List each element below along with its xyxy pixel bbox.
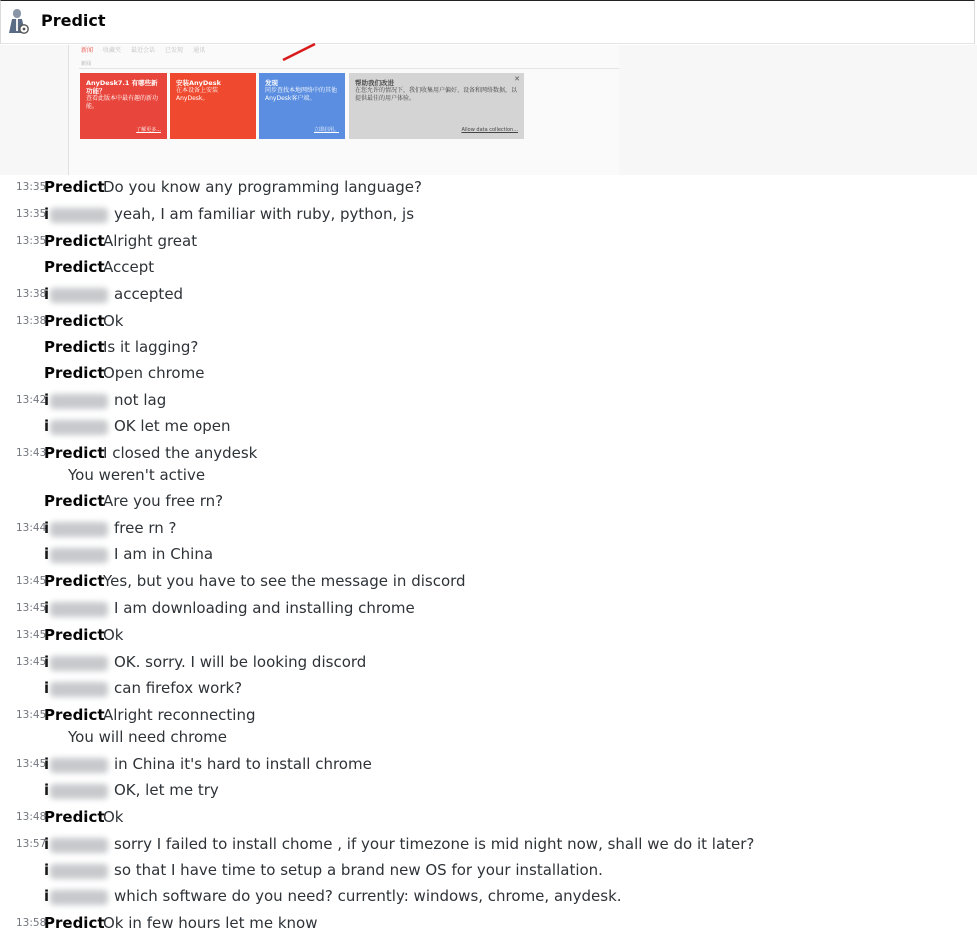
message-row[interactable] — [0, 650, 977, 674]
message-text: Ok — [103, 626, 124, 644]
message-row[interactable] — [0, 805, 977, 829]
message-text: not lag — [114, 391, 167, 409]
redacted-username — [50, 838, 108, 853]
message-timestamp: 13:35 — [16, 181, 47, 193]
message-row[interactable] — [0, 542, 977, 566]
message-timestamp: 13:57 — [16, 838, 47, 850]
message-author[interactable]: Predict — [44, 626, 105, 644]
message-row[interactable] — [0, 255, 977, 279]
divider — [79, 68, 619, 69]
message-text: Alright reconnecting — [103, 706, 256, 724]
chat-header — [0, 0, 975, 44]
message-author[interactable]: i — [44, 391, 50, 409]
embed-card-install: 安装AnyDesk 在本设备上安装AnyDesk。 — [170, 73, 256, 139]
redacted-username — [50, 288, 108, 303]
message-row[interactable] — [0, 516, 977, 540]
message-timestamp: 13:42 — [16, 394, 47, 406]
message-timestamp: 13:35 — [16, 208, 47, 220]
message-author[interactable]: Predict — [44, 338, 105, 356]
redacted-username — [50, 682, 108, 697]
message-author[interactable]: i — [44, 679, 50, 697]
message-row[interactable] — [0, 414, 977, 438]
message-text: which software do you need? currently: windows, chrome, anydesk. — [114, 887, 622, 905]
message-timestamp: 13:44 — [16, 522, 47, 534]
message-author[interactable]: Predict — [44, 312, 105, 330]
message-text: Ok in few hours let me know — [103, 914, 318, 932]
message-row[interactable] — [0, 623, 977, 647]
message-text: sorry I failed to install chome , if your timezone is mid night now, shall we do it later? — [114, 835, 755, 853]
message-row[interactable] — [0, 441, 977, 465]
message-row[interactable] — [0, 229, 977, 253]
embedded-screenshot[interactable] — [0, 45, 977, 175]
message-timestamp: 13:45 — [16, 575, 47, 587]
embed-section-label: 新闻 — [81, 61, 92, 67]
redacted-username — [50, 890, 108, 905]
message-author[interactable]: Predict — [44, 492, 105, 510]
message-text: You weren't active — [68, 466, 206, 484]
message-timestamp: 13:45 — [16, 602, 47, 614]
message-row[interactable] — [0, 832, 977, 856]
message-text: Are you free rn? — [103, 492, 224, 510]
message-author[interactable]: i — [44, 599, 50, 617]
redacted-username — [50, 208, 108, 223]
message-text: You will need chrome — [68, 728, 228, 746]
message-text: OK let me open — [114, 417, 231, 435]
message-timestamp: 13:45 — [16, 629, 47, 641]
message-timestamp: 13:45 — [16, 758, 47, 770]
message-author[interactable]: Predict — [44, 444, 105, 462]
message-text: Do you know any programming language? — [103, 178, 422, 196]
message-row[interactable] — [0, 752, 977, 776]
message-timestamp: 13:35 — [16, 235, 47, 247]
message-row[interactable] — [0, 309, 977, 333]
message-author[interactable]: i — [44, 781, 50, 799]
message-row[interactable] — [0, 282, 977, 306]
message-text: so that I have time to setup a brand new OS for your installation. — [114, 861, 603, 879]
redacted-username — [50, 394, 108, 409]
message-author[interactable]: i — [44, 417, 50, 435]
message-author[interactable]: i — [44, 755, 50, 773]
message-author[interactable]: i — [44, 835, 50, 853]
page-title: Predict — [41, 11, 106, 30]
embed-card-discover: 发现 同步查找本地网络中的其他AnyDesk客户端。 立即启用。 — [259, 73, 345, 139]
message-row[interactable] — [0, 335, 977, 359]
message-row[interactable] — [0, 676, 977, 700]
message-author[interactable]: Predict — [44, 914, 105, 932]
message-row[interactable] — [0, 858, 977, 882]
message-text: Alright great — [103, 232, 198, 250]
message-timestamp: 13:43 — [16, 447, 47, 459]
close-icon: ✕ — [514, 75, 520, 83]
message-author[interactable]: Predict — [44, 364, 105, 382]
message-author[interactable]: Predict — [44, 572, 105, 590]
message-text: OK. sorry. I will be looking discord — [114, 653, 367, 671]
message-text: I am downloading and installing chrome — [114, 599, 415, 617]
message-timestamp: 13:38 — [16, 288, 47, 300]
message-author[interactable]: Predict — [44, 258, 105, 276]
message-row[interactable] — [0, 911, 977, 935]
message-timestamp: 13:48 — [16, 811, 47, 823]
redacted-username — [50, 864, 108, 879]
message-text: accepted — [114, 285, 184, 303]
embed-tabs: 新闻 收藏夹 最近会话 已发现 通讯 — [81, 47, 206, 54]
redacted-username — [50, 656, 108, 671]
embed-card-help-improve: ✕ 帮助我们改进 在您允许的情况下，我们收集用户偏好、设备和网络数据，以提供最佳的用户体验。 Allow data collection... — [349, 73, 524, 139]
message-text: OK, let me try — [114, 781, 219, 799]
message-text: Ok — [103, 312, 124, 330]
message-text: can firefox work? — [114, 679, 243, 697]
message-author[interactable]: Predict — [44, 706, 105, 724]
red-arrow-annotation — [281, 43, 321, 63]
redacted-username — [50, 420, 108, 435]
message-timestamp: 13:58 — [16, 917, 47, 929]
avatar-icon[interactable] — [5, 7, 31, 35]
message-text: in China it's hard to install chrome — [114, 755, 372, 773]
redacted-username — [50, 548, 108, 563]
redacted-username — [50, 602, 108, 617]
message-row[interactable] — [0, 175, 977, 199]
message-text: Yes, but you have to see the message in discord — [103, 572, 466, 590]
message-author[interactable]: i — [44, 887, 50, 905]
message-author[interactable]: Predict — [44, 808, 105, 826]
message-text: Accept — [103, 258, 155, 276]
message-row[interactable] — [0, 703, 977, 727]
message-text: yeah, I am familiar with ruby, python, js — [114, 205, 415, 223]
embed-card-whats-new: AnyDesk7.1 有哪些新功能？ 查看此版本中最有趣的新功能。 了解更多... — [80, 73, 167, 139]
message-row[interactable] — [0, 202, 977, 226]
message-row[interactable] — [0, 596, 977, 620]
message-text: Ok — [103, 808, 124, 826]
message-text: Is it lagging? — [103, 338, 199, 356]
redacted-username — [50, 758, 108, 773]
message-author[interactable]: i — [44, 545, 50, 563]
message-text: free rn ? — [114, 519, 177, 537]
message-author[interactable]: Predict — [44, 232, 105, 250]
redacted-username — [50, 522, 108, 537]
message-timestamp: 13:45 — [16, 709, 47, 721]
message-row[interactable] — [0, 361, 977, 385]
redacted-username — [50, 784, 108, 799]
message-row[interactable] — [0, 463, 977, 487]
message-text: Open chrome — [103, 364, 205, 382]
message-timestamp: 13:45 — [16, 656, 47, 668]
message-row[interactable] — [0, 489, 977, 513]
message-author[interactable]: i — [44, 653, 50, 671]
message-row[interactable] — [0, 725, 977, 749]
message-author[interactable]: i — [44, 861, 50, 879]
message-row[interactable] — [0, 569, 977, 593]
message-author[interactable]: i — [44, 285, 50, 303]
message-text: I am in China — [114, 545, 214, 563]
message-author[interactable]: i — [44, 519, 50, 537]
message-row[interactable] — [0, 778, 977, 802]
message-author[interactable]: i — [44, 205, 50, 223]
message-row[interactable] — [0, 388, 977, 412]
message-row[interactable] — [0, 884, 977, 908]
message-text: I closed the anydesk — [103, 444, 258, 462]
message-author[interactable]: Predict — [44, 178, 105, 196]
message-timestamp: 13:38 — [16, 315, 47, 327]
